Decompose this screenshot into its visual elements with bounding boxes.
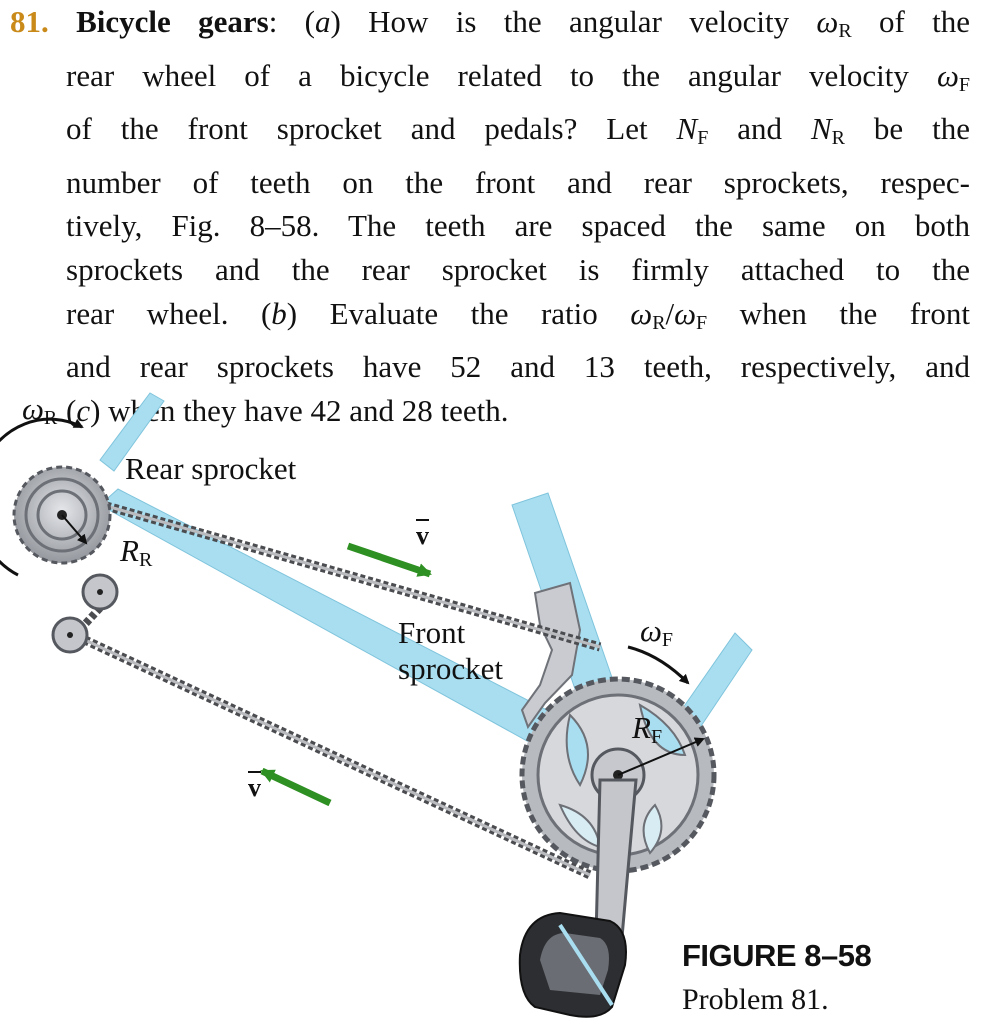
figure-caption-title: FIGURE 8–58 [682, 938, 872, 973]
v-symbol: $\overline{v}$ [248, 773, 261, 802]
problem-text [10, 0, 970, 432]
text-run: b [271, 295, 287, 331]
problem-line-2 [10, 54, 970, 108]
text-run: c [76, 392, 91, 428]
omega-r-label [22, 391, 57, 430]
problem-line-6: sprockets and the rear sprocket is firmly attached to the [66, 251, 970, 287]
r-f-label [632, 710, 662, 749]
text-run: ) How is the angular velocity [330, 4, 817, 39]
r-r-label [120, 533, 152, 572]
rear-sprocket-label: Rear sprocket [125, 451, 297, 486]
subscript: F [958, 73, 970, 96]
text-run: of the front sprocket and pedals? Let [66, 111, 677, 147]
text-run: when the front [707, 295, 970, 331]
subscript: F [650, 726, 663, 748]
figure-caption-subtitle: Problem 81. [682, 983, 829, 1016]
rear-sprocket [14, 467, 110, 563]
variable: R [120, 533, 139, 568]
problem-line-1 [10, 0, 970, 54]
subscript: F [661, 629, 674, 651]
text-run: rear wheel of a bicycle related to the angular velocity [66, 57, 937, 93]
problem-number: 81. [10, 4, 49, 39]
variable: R [632, 710, 651, 745]
omega-f-rotation-arrow [628, 647, 688, 683]
v-symbol: $\overline{v}$ [416, 521, 429, 550]
omega-symbol: ω [22, 391, 44, 426]
text-run: and [708, 111, 811, 147]
subscript: R [838, 20, 852, 42]
text-run: be the [845, 111, 970, 147]
subscript: R [652, 311, 666, 334]
omega-symbol: ω [674, 295, 697, 331]
text-run: ) when they have 42 and 28 teeth. [90, 392, 509, 428]
text-run: ) Evaluate the ratio [286, 295, 631, 331]
variable: N [676, 111, 698, 147]
omega-f-label [640, 613, 673, 652]
subscript: R [831, 127, 845, 150]
crank-arm [596, 780, 636, 937]
text-run: ( [66, 392, 77, 428]
problem-heading: Bicycle gears [76, 4, 269, 39]
text-run: of the [851, 4, 971, 39]
problem-line-3 [10, 107, 970, 161]
front-sprocket-label-line-2: sprocket [398, 651, 504, 686]
front-sprocket-label-line-1: Front [398, 615, 466, 650]
velocity-arrow-bottom [262, 771, 330, 803]
rear-derailleur [53, 575, 117, 652]
subscript: R [43, 407, 58, 429]
problem-line-5: tively, Fig. 8–58. The teeth are spaced the same on both [66, 208, 970, 244]
omega-symbol: ω [630, 295, 653, 331]
subscript: F [697, 127, 709, 150]
subscript: F [696, 311, 708, 334]
problem-line-8: and rear sprockets have 52 and 13 teeth, respectively, and [66, 349, 970, 385]
subscript: R [138, 549, 153, 571]
velocity-label-top [416, 521, 429, 551]
omega-symbol: ω [816, 4, 839, 39]
velocity-label-bottom [248, 773, 261, 803]
omega-symbol: ω [640, 613, 662, 648]
omega-symbol: ω [936, 57, 959, 93]
text-run: / [665, 295, 675, 331]
problem-line-7 [10, 292, 970, 346]
text-run: rear wheel. ( [66, 295, 272, 331]
text-run: : ( [268, 4, 315, 39]
text-run: a [314, 4, 331, 39]
variable: N [810, 111, 832, 147]
figure-8-58 [0, 385, 995, 1024]
problem-line-4: number of teeth on the front and rear sprockets, respec- [66, 164, 970, 200]
